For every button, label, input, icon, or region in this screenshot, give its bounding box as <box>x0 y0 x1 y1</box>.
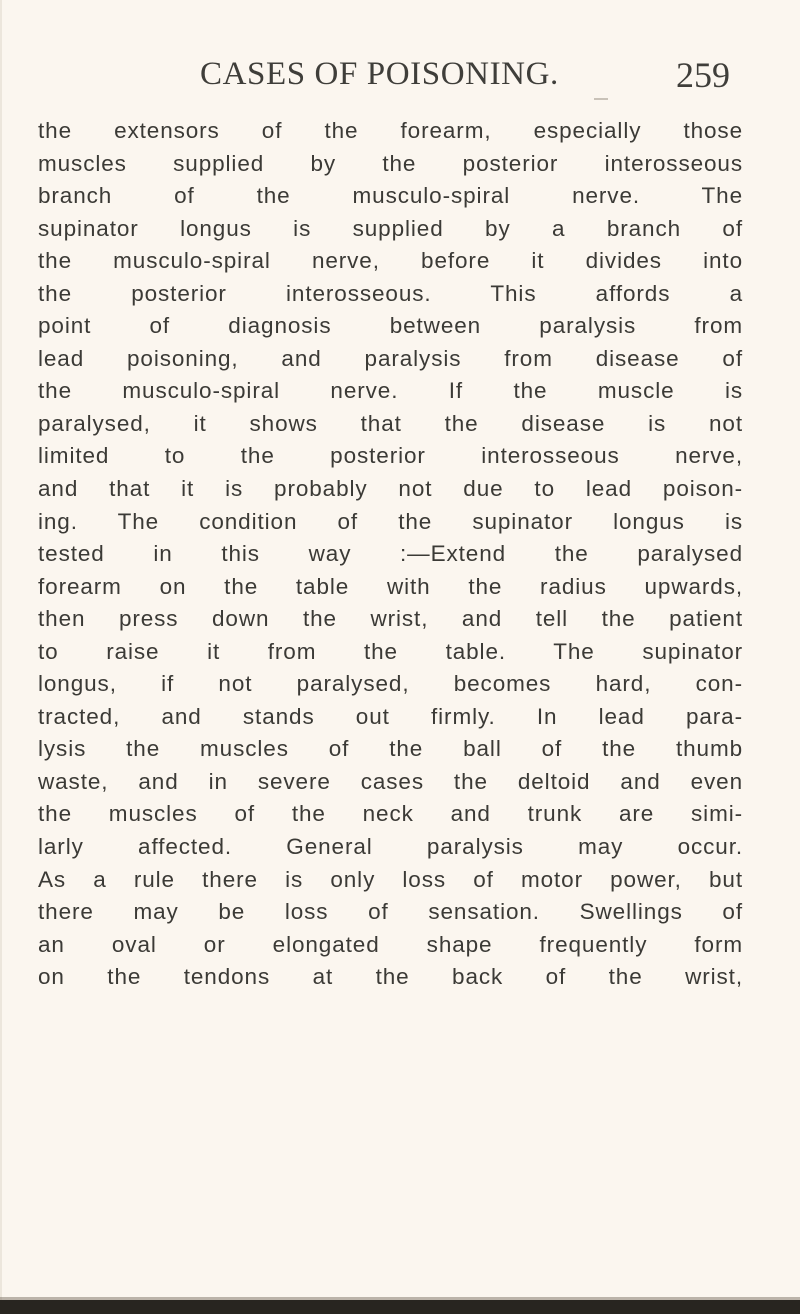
text-line: waste, and in severe cases the deltoid and even <box>38 768 743 794</box>
text-line: supinator longus is supplied by a branch of <box>38 215 743 241</box>
text-line: lead poisoning, and paralysis from disease of <box>38 345 743 371</box>
text-line: an oval or elongated shape frequently form <box>38 931 743 957</box>
text-line: point of diagnosis between paralysis from <box>38 313 743 339</box>
text-line: paralysed, it shows that the disease is not <box>38 410 743 436</box>
text-line: the posterior interosseous. This affords a <box>38 280 743 306</box>
body-text <box>38 115 743 994</box>
text-line: then press down the wrist, and tell the patient <box>38 606 743 632</box>
scan-bottom-border <box>0 1300 800 1314</box>
text-line: muscles supplied by the posterior interosseous <box>38 150 743 176</box>
page-left-edge <box>0 0 2 1300</box>
text-line: forearm on the table with the radius upwards, <box>38 573 743 599</box>
text-line: to raise it from the table. The supinator <box>38 638 743 664</box>
text-line: the muscles of the neck and trunk are simi- <box>38 801 743 827</box>
text-line: tracted, and stands out firmly. In lead para- <box>38 703 743 729</box>
text-line: the musculo-spiral nerve, before it divides into <box>38 248 743 274</box>
page-number: 259 <box>676 55 730 95</box>
text-line: tested in this way :—Extend the paralysed <box>38 541 743 567</box>
text-line: branch of the musculo-spiral nerve. The <box>38 183 743 209</box>
text-line: the extensors of the forearm, especially those <box>38 118 743 143</box>
text-line: As a rule there is only loss of motor power, but <box>38 866 743 892</box>
text-line: larly affected. General paralysis may occur. <box>38 834 743 860</box>
text-line: the musculo-spiral nerve. If the muscle is <box>38 378 743 404</box>
text-line: ing. The condition of the supinator longus is <box>38 508 743 534</box>
text-line: limited to the posterior interosseous nerve, <box>38 443 743 469</box>
running-title: CASES OF POISONING. <box>200 56 559 92</box>
running-head <box>200 56 760 96</box>
text-line: lysis the muscles of the ball of the thumb <box>38 736 743 762</box>
print-mark <box>594 98 608 100</box>
text-line: on the tendons at the back of the wrist, <box>38 964 743 990</box>
text-line: there may be loss of sensation. Swellings of <box>38 899 743 925</box>
text-line: longus, if not paralysed, becomes hard, con- <box>38 671 743 697</box>
text-line: and that it is probably not due to lead poison- <box>38 476 743 502</box>
